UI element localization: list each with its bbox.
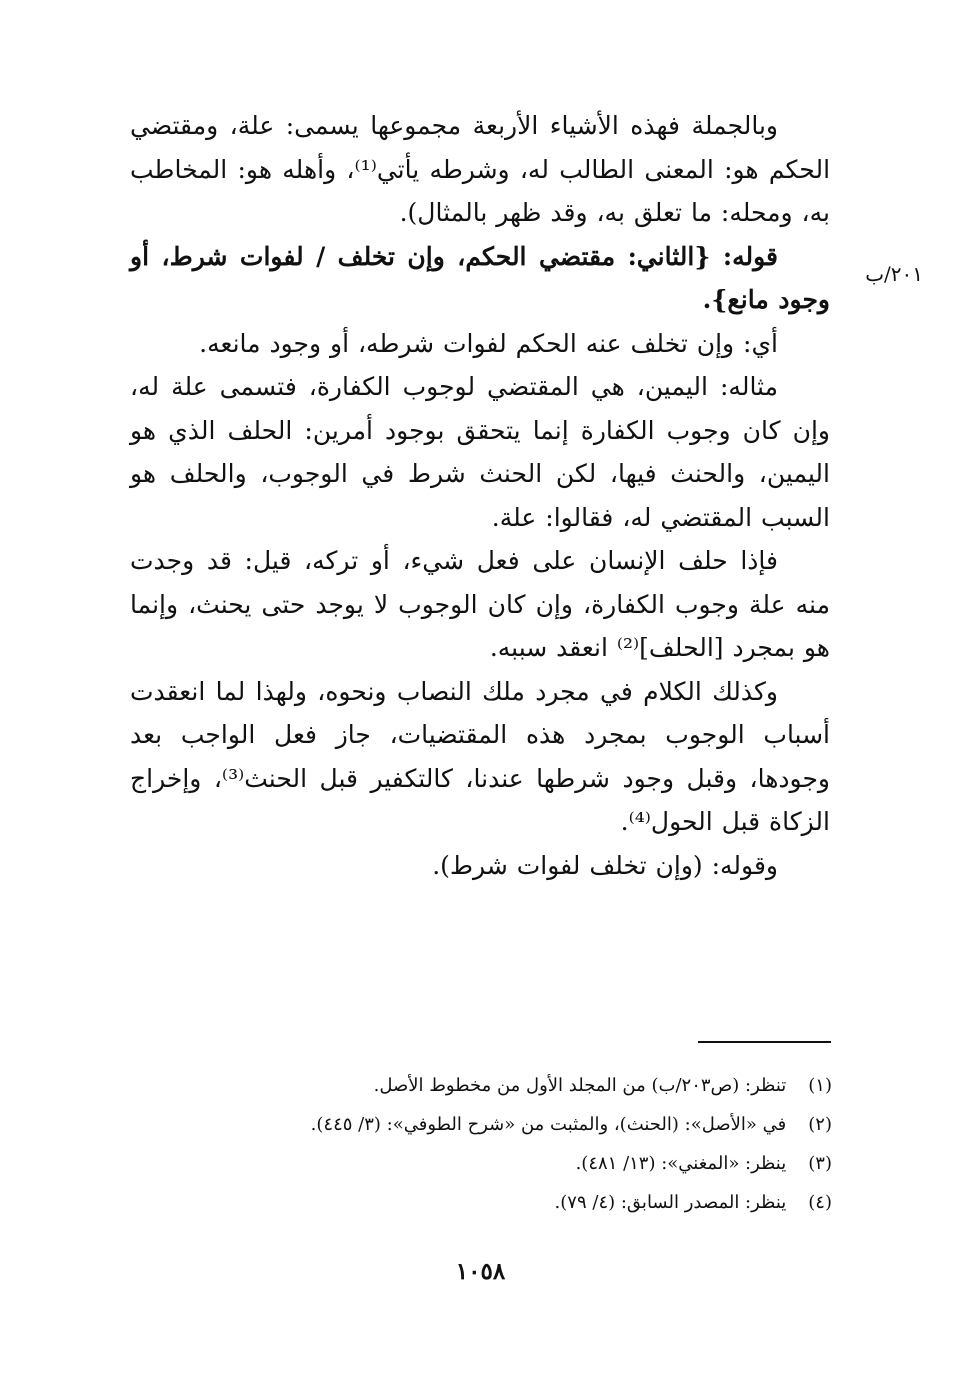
paragraph: وبالجملة فهذه الأشياء الأربعة مجموعها يسمى: علة، ومقتضي الحكم هو: المعنى الطالب له، وشرطه يأتي⁽¹⁾، وأهله هو: المخاطب به، ومحله: ما تعلق به، وقد ظهر بالمثال). — [130, 111, 831, 227]
footnote — [130, 1066, 832, 1105]
margin-note: ٢٠١/ب — [865, 262, 923, 286]
footnote-number: (١) — [808, 1075, 832, 1096]
paragraph: وقوله: (وإن تخلف لفوات شرط). — [432, 850, 778, 880]
footnote-text: تنظر: (ص٢٠٣/ب) من المجلد الأول من مخطوط الأصل. — [373, 1075, 787, 1096]
footnote — [130, 1183, 832, 1222]
quoted-statement: قوله: {الثاني: مقتضي الحكم، وإن تخلف / لفوات شرط، أو وجود مانع}. — [130, 241, 830, 314]
footnote-number: (٣) — [808, 1153, 832, 1174]
paragraph: مثاله: اليمين، هي المقتضي لوجوب الكفارة، فتسمى علة له، وإن كان وجوب الكفارة إنما يتحقق بوجود أمرين: الحلف الذي هو اليمين، والحنث فيها، لكن الحنث شرط في الوجوب، والحلف هو السبب المقتضي له، فقالوا: علة. — [130, 372, 830, 532]
footnote-number: (٢) — [808, 1114, 832, 1135]
footnote — [130, 1144, 832, 1183]
footnote — [130, 1105, 832, 1144]
footnote-number: (٤) — [808, 1192, 832, 1213]
footnote-divider — [698, 1041, 831, 1043]
main-text — [130, 104, 830, 887]
footnotes — [130, 1066, 832, 1222]
paragraph: فإذا حلف الإنسان على فعل شيء، أو تركه، قيل: قد وجدت منه علة وجوب الكفارة، وإن كان الوجوب لا يوجد حتى يحنث، وإنما هو بمجرد [الحلف]⁽²⁾ انعقد سببه. — [130, 546, 830, 662]
footnote-text: ينظر: «المغني»: (١٣/ ٤٨١). — [575, 1153, 787, 1174]
footnote-text: في «الأصل»: (الحنث)، والمثبت من «شرح الطوفي»: (٣/ ٤٤٥). — [310, 1114, 787, 1135]
paragraph: أي: وإن تخلف عنه الحكم لفوات شرطه، أو وجود مانعه. — [199, 328, 778, 358]
paragraph: وكذلك الكلام في مجرد ملك النصاب ونحوه، ولهذا لما انعقدت أسباب الوجوب بمجرد هذه المقتضيات، جاز فعل الواجب بعد وجودها، وقبل وجود شرطها عندنا، كالتكفير قبل الحنث⁽³⁾، وإخراج الزكاة قبل الحول⁽⁴⁾. — [130, 676, 830, 836]
footnote-text: ينظر: المصدر السابق: (٤/ ٧٩). — [554, 1192, 787, 1213]
page-number: ١٠٥٨ — [455, 1258, 506, 1285]
